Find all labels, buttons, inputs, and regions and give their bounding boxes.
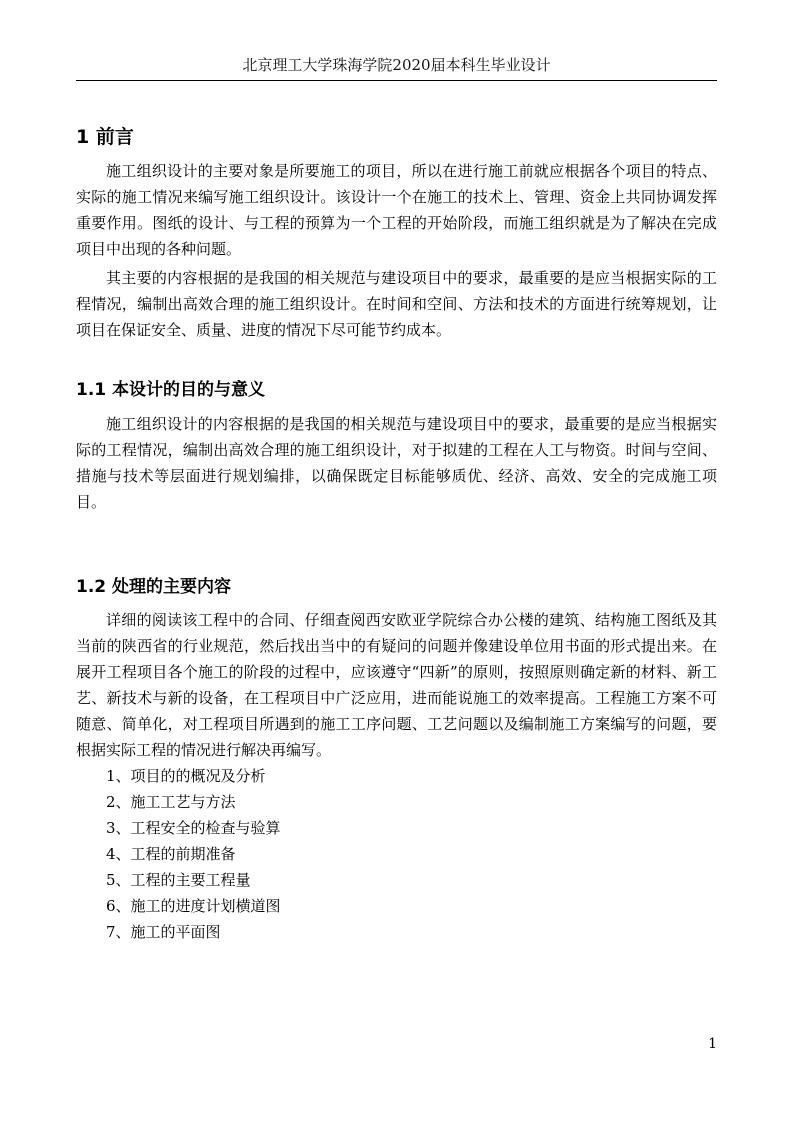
content-list	[106, 763, 281, 945]
intro-paragraph-1: 施工组织设计的主要对象是所要施工的项目，所以在进行施工前就应根据各个项目的特点、实际的施工情况来编写施工组织设计。该设计一个在施工的技术上、管理、资金上共同协调发挥重要作用。图纸的设计、与工程的预算为一个工程的开始阶段，而施工组织就是为了解决在完成项目中出现的各种问题。	[76, 162, 717, 258]
section-heading-purpose: 1.1 本设计的目的与意义	[76, 380, 266, 400]
intro-paragraph-2: 其主要的内容根据的是我国的相关规范与建设项目中的要求，最重要的是应当根据实际的工程情况，编制出高效合理的施工组织设计。在时间和空间、方法和技术的方面进行统筹规划，让项目在保证安全、质量、进度的情况下尽可能节约成本。	[76, 269, 717, 339]
list-item: 5、工程的主要工程量	[106, 871, 251, 889]
list-item: 4、工程的前期准备	[106, 845, 236, 863]
purpose-paragraph: 施工组织设计的内容根据的是我国的相关规范与建设项目中的要求，最重要的是应当根据实际的工程情况，编制出高效合理的施工组织设计，对于拟建的工程在人工与物资。时间与空间、措施与技术等层面进行规划编排，以确保既定目标能够质优、经济、高效、安全的完成施工项目。	[76, 415, 717, 511]
list-item: 1、项目的的概况及分析	[106, 767, 266, 785]
page-header: 北京理工大学珠海学院2020届本科生毕业设计	[242, 56, 551, 74]
list-item: 6、施工的进度计划横道图	[106, 897, 281, 915]
page-number: 1	[708, 1036, 717, 1052]
list-item: 7、施工的平面图	[106, 923, 221, 941]
list-item: 3、工程安全的检查与验算	[106, 819, 281, 837]
main-content-paragraph: 详细的阅读该工程中的合同、仔细查阅西安欧亚学院综合办公楼的建筑、结构施工图纸及其当前的陕西省的行业规范，然后找出当中的有疑问的问题并像建设单位用书面的形式提出来。在展开工程项目各个施工的阶段的过程中，应该遵守“四新”的原则，按照原则确定新的材料、新工艺、新技术与新的设备，在工程项目中广泛应用，进而能说施工的效率提高。工程施工方案不可随意、简单化，对工程项目所遇到的施工工序问题、工艺问题以及编制施工方案编写的问题，要根据实际工程的情况进行解决再编写。	[76, 611, 717, 759]
header-divider	[76, 80, 717, 81]
section-heading-main-content: 1.2 处理的主要内容	[76, 577, 232, 597]
list-item: 2、施工工艺与方法	[106, 793, 236, 811]
section-heading-intro: 1 前言	[76, 126, 134, 148]
